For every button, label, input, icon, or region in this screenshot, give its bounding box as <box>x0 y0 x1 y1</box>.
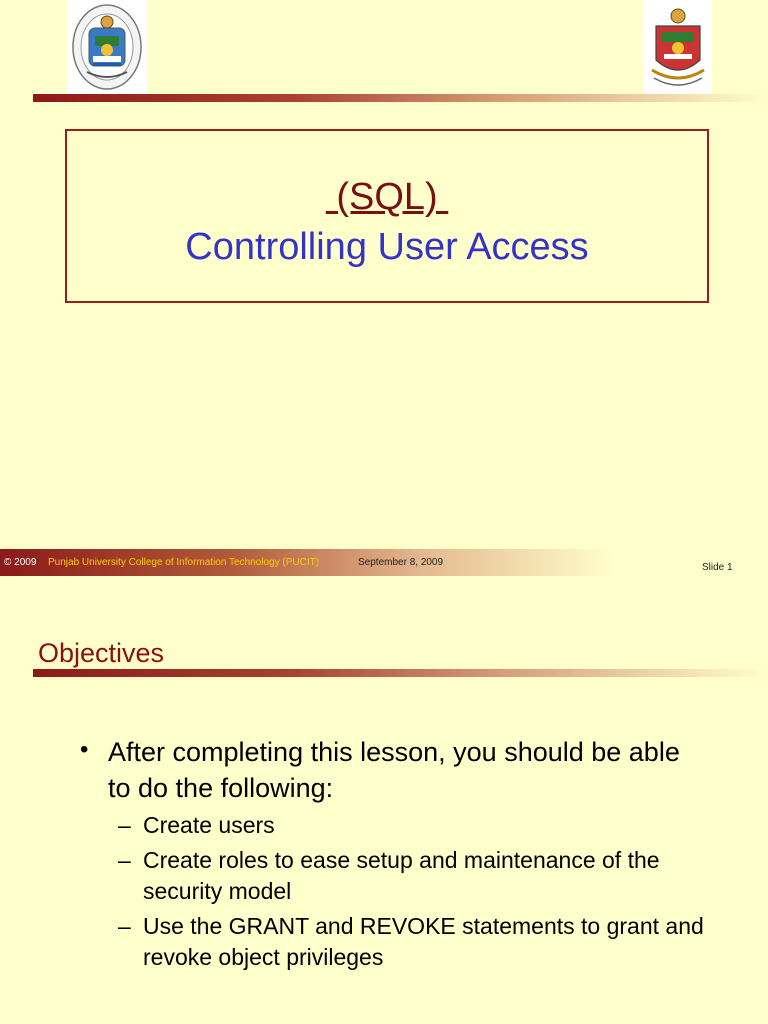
list-item-text: Create users <box>143 812 275 838</box>
dash-icon: – <box>118 913 131 939</box>
bullet-dot-icon: • <box>80 736 89 763</box>
slide-number: Slide 1 <box>702 562 733 573</box>
list-item-text: Use the GRANT and REVOKE statements to grant and revoke object privileges <box>143 913 704 970</box>
heading-divider <box>33 669 768 677</box>
punjab-university-crest-icon <box>644 0 712 94</box>
list-item <box>118 911 718 973</box>
list-item <box>118 810 718 841</box>
slide-heading: Objectives <box>38 638 165 668</box>
slide-2 <box>0 604 768 1024</box>
dash-icon: – <box>118 847 131 873</box>
footer-organization: Punjab University College of Information Technology (PUCIT) <box>48 557 320 568</box>
list-item <box>118 845 718 907</box>
title-box <box>65 129 709 303</box>
bullet-text: After completing this lesson, you should be able to do the following: <box>108 737 680 803</box>
header-divider <box>33 94 768 102</box>
sub-bullet-list <box>118 810 718 977</box>
title-prefix: (SQL) <box>325 176 449 218</box>
footer-copyright: © 2009 <box>4 557 37 568</box>
pucit-logo-icon <box>67 0 147 94</box>
list-item-text: Create roles to ease setup and maintenance of the security model <box>143 847 660 904</box>
slide-title: Controlling User Access <box>185 226 589 268</box>
footer-date: September 8, 2009 <box>358 557 444 568</box>
bullet-item <box>80 734 700 806</box>
dash-icon: – <box>118 812 131 838</box>
